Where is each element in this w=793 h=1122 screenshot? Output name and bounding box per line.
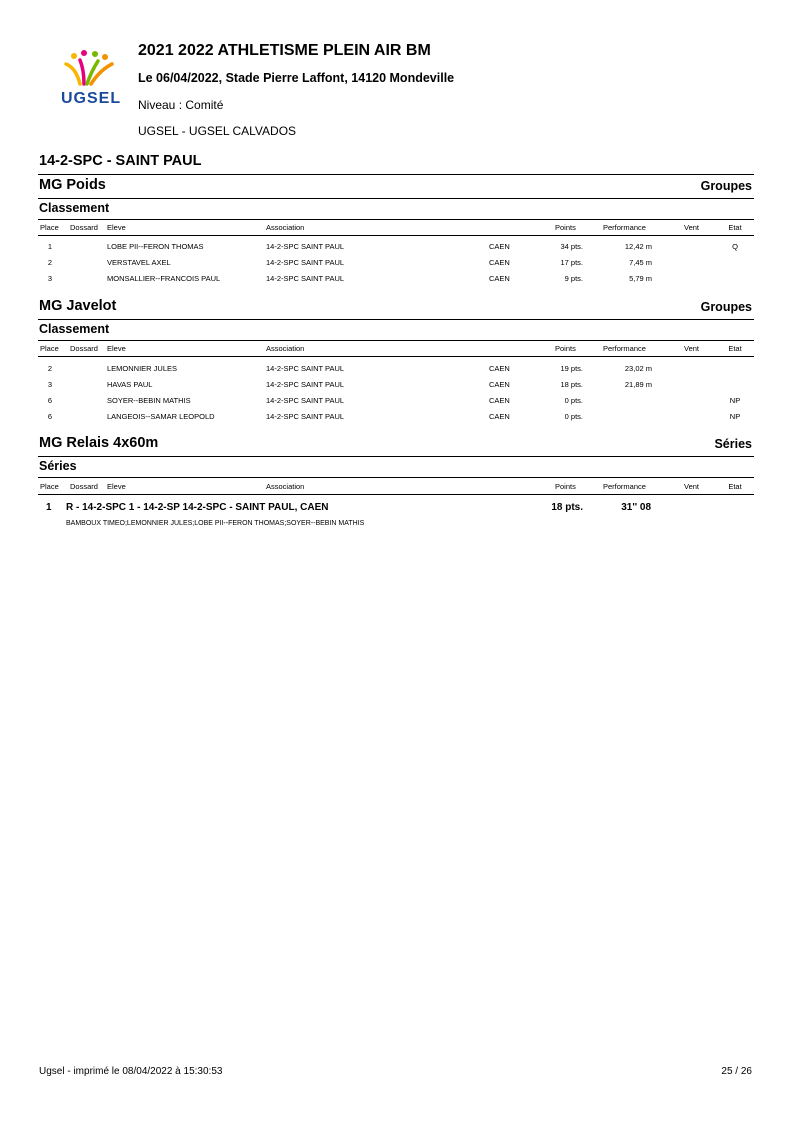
section-title: Classement <box>39 201 110 215</box>
col-eleve: Eleve <box>107 344 126 353</box>
meet-date-location: Le 06/04/2022, Stade Pierre Laffont, 14120 Mondeville <box>138 71 455 85</box>
page-number: 25 / 26 <box>721 1066 752 1077</box>
row-city: CAEN <box>489 364 510 373</box>
col-association: Association <box>266 223 305 232</box>
divider <box>38 340 754 341</box>
col-place: Place <box>40 344 59 353</box>
col-place: Place <box>40 482 59 491</box>
divider <box>38 174 754 175</box>
table-row <box>0 258 793 270</box>
col-eleve: Eleve <box>107 482 126 491</box>
row-etat: NP <box>729 412 741 421</box>
row-association: 14-2-SPC SAINT PAUL <box>266 364 345 373</box>
event-title: MG Javelot <box>39 298 117 314</box>
col-eleve: Eleve <box>107 223 126 232</box>
row-city: CAEN <box>489 396 510 405</box>
row-association: 14-2-SPC SAINT PAUL <box>266 274 345 283</box>
row-city: CAEN <box>489 258 510 267</box>
row-city: CAEN <box>489 412 510 421</box>
row-association: 14-2-SPC SAINT PAUL <box>266 396 345 405</box>
row-association: 14-2-SPC SAINT PAUL <box>266 242 345 251</box>
print-timestamp: Ugsel - imprimé le 08/04/2022 à 15:30:53 <box>39 1066 223 1077</box>
row-place: 2 <box>47 364 53 373</box>
row-performance: 23,02 m <box>624 364 652 373</box>
row-points: 9 pts. <box>564 274 583 283</box>
event-group-type: Séries <box>714 437 752 451</box>
ugsel-logo <box>58 50 128 108</box>
event-title: MG Relais 4x60m <box>39 435 159 451</box>
divider <box>38 477 754 478</box>
row-eleve: LOBE PII--FERON THOMAS <box>107 242 204 251</box>
row-performance: 5,79 m <box>629 274 652 283</box>
section-title: Classement <box>39 322 110 336</box>
section-title: Séries <box>39 459 77 473</box>
table-row <box>0 380 793 392</box>
divider <box>38 456 754 457</box>
row-performance: 12,42 m <box>624 242 652 251</box>
divider <box>38 319 754 320</box>
divider <box>38 219 754 220</box>
col-vent: Vent <box>684 344 700 353</box>
event-title: MG Poids <box>39 177 106 193</box>
row-points: 19 pts. <box>560 364 583 373</box>
col-performance: Performance <box>603 482 646 491</box>
event-group-type: Groupes <box>700 300 752 314</box>
row-place: 6 <box>47 412 53 421</box>
relay-members: BAMBOUX TIMEO;LEMONNIER JULES;LOBE PII--FERON THOMAS;SOYER--BEBIN MATHIS <box>66 520 365 527</box>
row-city: CAEN <box>489 274 510 283</box>
row-association: 14-2-SPC SAINT PAUL <box>266 412 345 421</box>
row-eleve: HAVAS PAUL <box>107 380 153 389</box>
row-place: 3 <box>47 380 53 389</box>
table-row <box>0 396 793 408</box>
col-association: Association <box>266 344 305 353</box>
col-etat: Etat <box>728 344 742 353</box>
row-association: 14-2-SPC SAINT PAUL <box>266 380 345 389</box>
svg-text:UGSEL: UGSEL <box>61 90 122 107</box>
row-eleve: LEMONNIER JULES <box>107 364 178 373</box>
row-city: CAEN <box>489 242 510 251</box>
divider <box>38 494 754 495</box>
row-place: 2 <box>47 258 53 267</box>
divider <box>38 235 754 236</box>
row-association: 14-2-SPC SAINT PAUL <box>266 258 345 267</box>
col-performance: Performance <box>603 344 646 353</box>
document-title: 2021 2022 ATHLETISME PLEIN AIR BM <box>138 42 431 59</box>
table-row <box>0 364 793 376</box>
relay-place: 1 <box>46 502 52 513</box>
table-row <box>0 242 793 254</box>
row-place: 1 <box>47 242 53 251</box>
relay-points: 18 pts. <box>551 502 583 513</box>
row-points: 34 pts. <box>560 242 583 251</box>
row-points: 0 pts. <box>564 396 583 405</box>
col-vent: Vent <box>684 482 700 491</box>
row-points: 0 pts. <box>564 412 583 421</box>
row-points: 18 pts. <box>560 380 583 389</box>
row-eleve: VERSTAVEL AXEL <box>107 258 171 267</box>
divider <box>38 198 754 199</box>
col-points: Points <box>555 223 576 232</box>
row-performance: 21,89 m <box>624 380 652 389</box>
event-group-type: Groupes <box>700 179 752 193</box>
col-dossard: Dossard <box>70 223 98 232</box>
row-eleve: SOYER--BEBIN MATHIS <box>107 396 191 405</box>
meet-organizer: UGSEL - UGSEL CALVADOS <box>138 124 297 138</box>
relay-team: R - 14-2-SPC 1 - 14-2-SP 14-2-SPC - SAINT PAUL, CAEN <box>66 502 329 513</box>
row-etat: Q <box>732 242 738 251</box>
col-dossard: Dossard <box>70 344 98 353</box>
table-header <box>0 482 793 494</box>
table-row <box>0 412 793 424</box>
row-place: 3 <box>47 274 53 283</box>
club-title: 14-2-SPC - SAINT PAUL <box>39 153 202 169</box>
col-performance: Performance <box>603 223 646 232</box>
col-etat: Etat <box>728 223 742 232</box>
col-dossard: Dossard <box>70 482 98 491</box>
row-performance: 7,45 m <box>629 258 652 267</box>
col-association: Association <box>266 482 305 491</box>
row-points: 17 pts. <box>560 258 583 267</box>
table-row <box>0 274 793 286</box>
row-place: 6 <box>47 396 53 405</box>
col-points: Points <box>555 344 576 353</box>
row-city: CAEN <box>489 380 510 389</box>
divider <box>38 356 754 357</box>
relay-performance: 31'' 08 <box>621 502 651 513</box>
row-eleve: LANGEOIS--SAMAR LEOPOLD <box>107 412 215 421</box>
meet-level: Niveau : Comité <box>138 98 224 112</box>
row-eleve: MONSALLIER--FRANCOIS PAUL <box>107 274 221 283</box>
col-vent: Vent <box>684 223 700 232</box>
col-place: Place <box>40 223 59 232</box>
table-header <box>0 223 793 235</box>
col-points: Points <box>555 482 576 491</box>
table-header <box>0 344 793 356</box>
col-etat: Etat <box>728 482 742 491</box>
row-etat: NP <box>729 396 741 405</box>
